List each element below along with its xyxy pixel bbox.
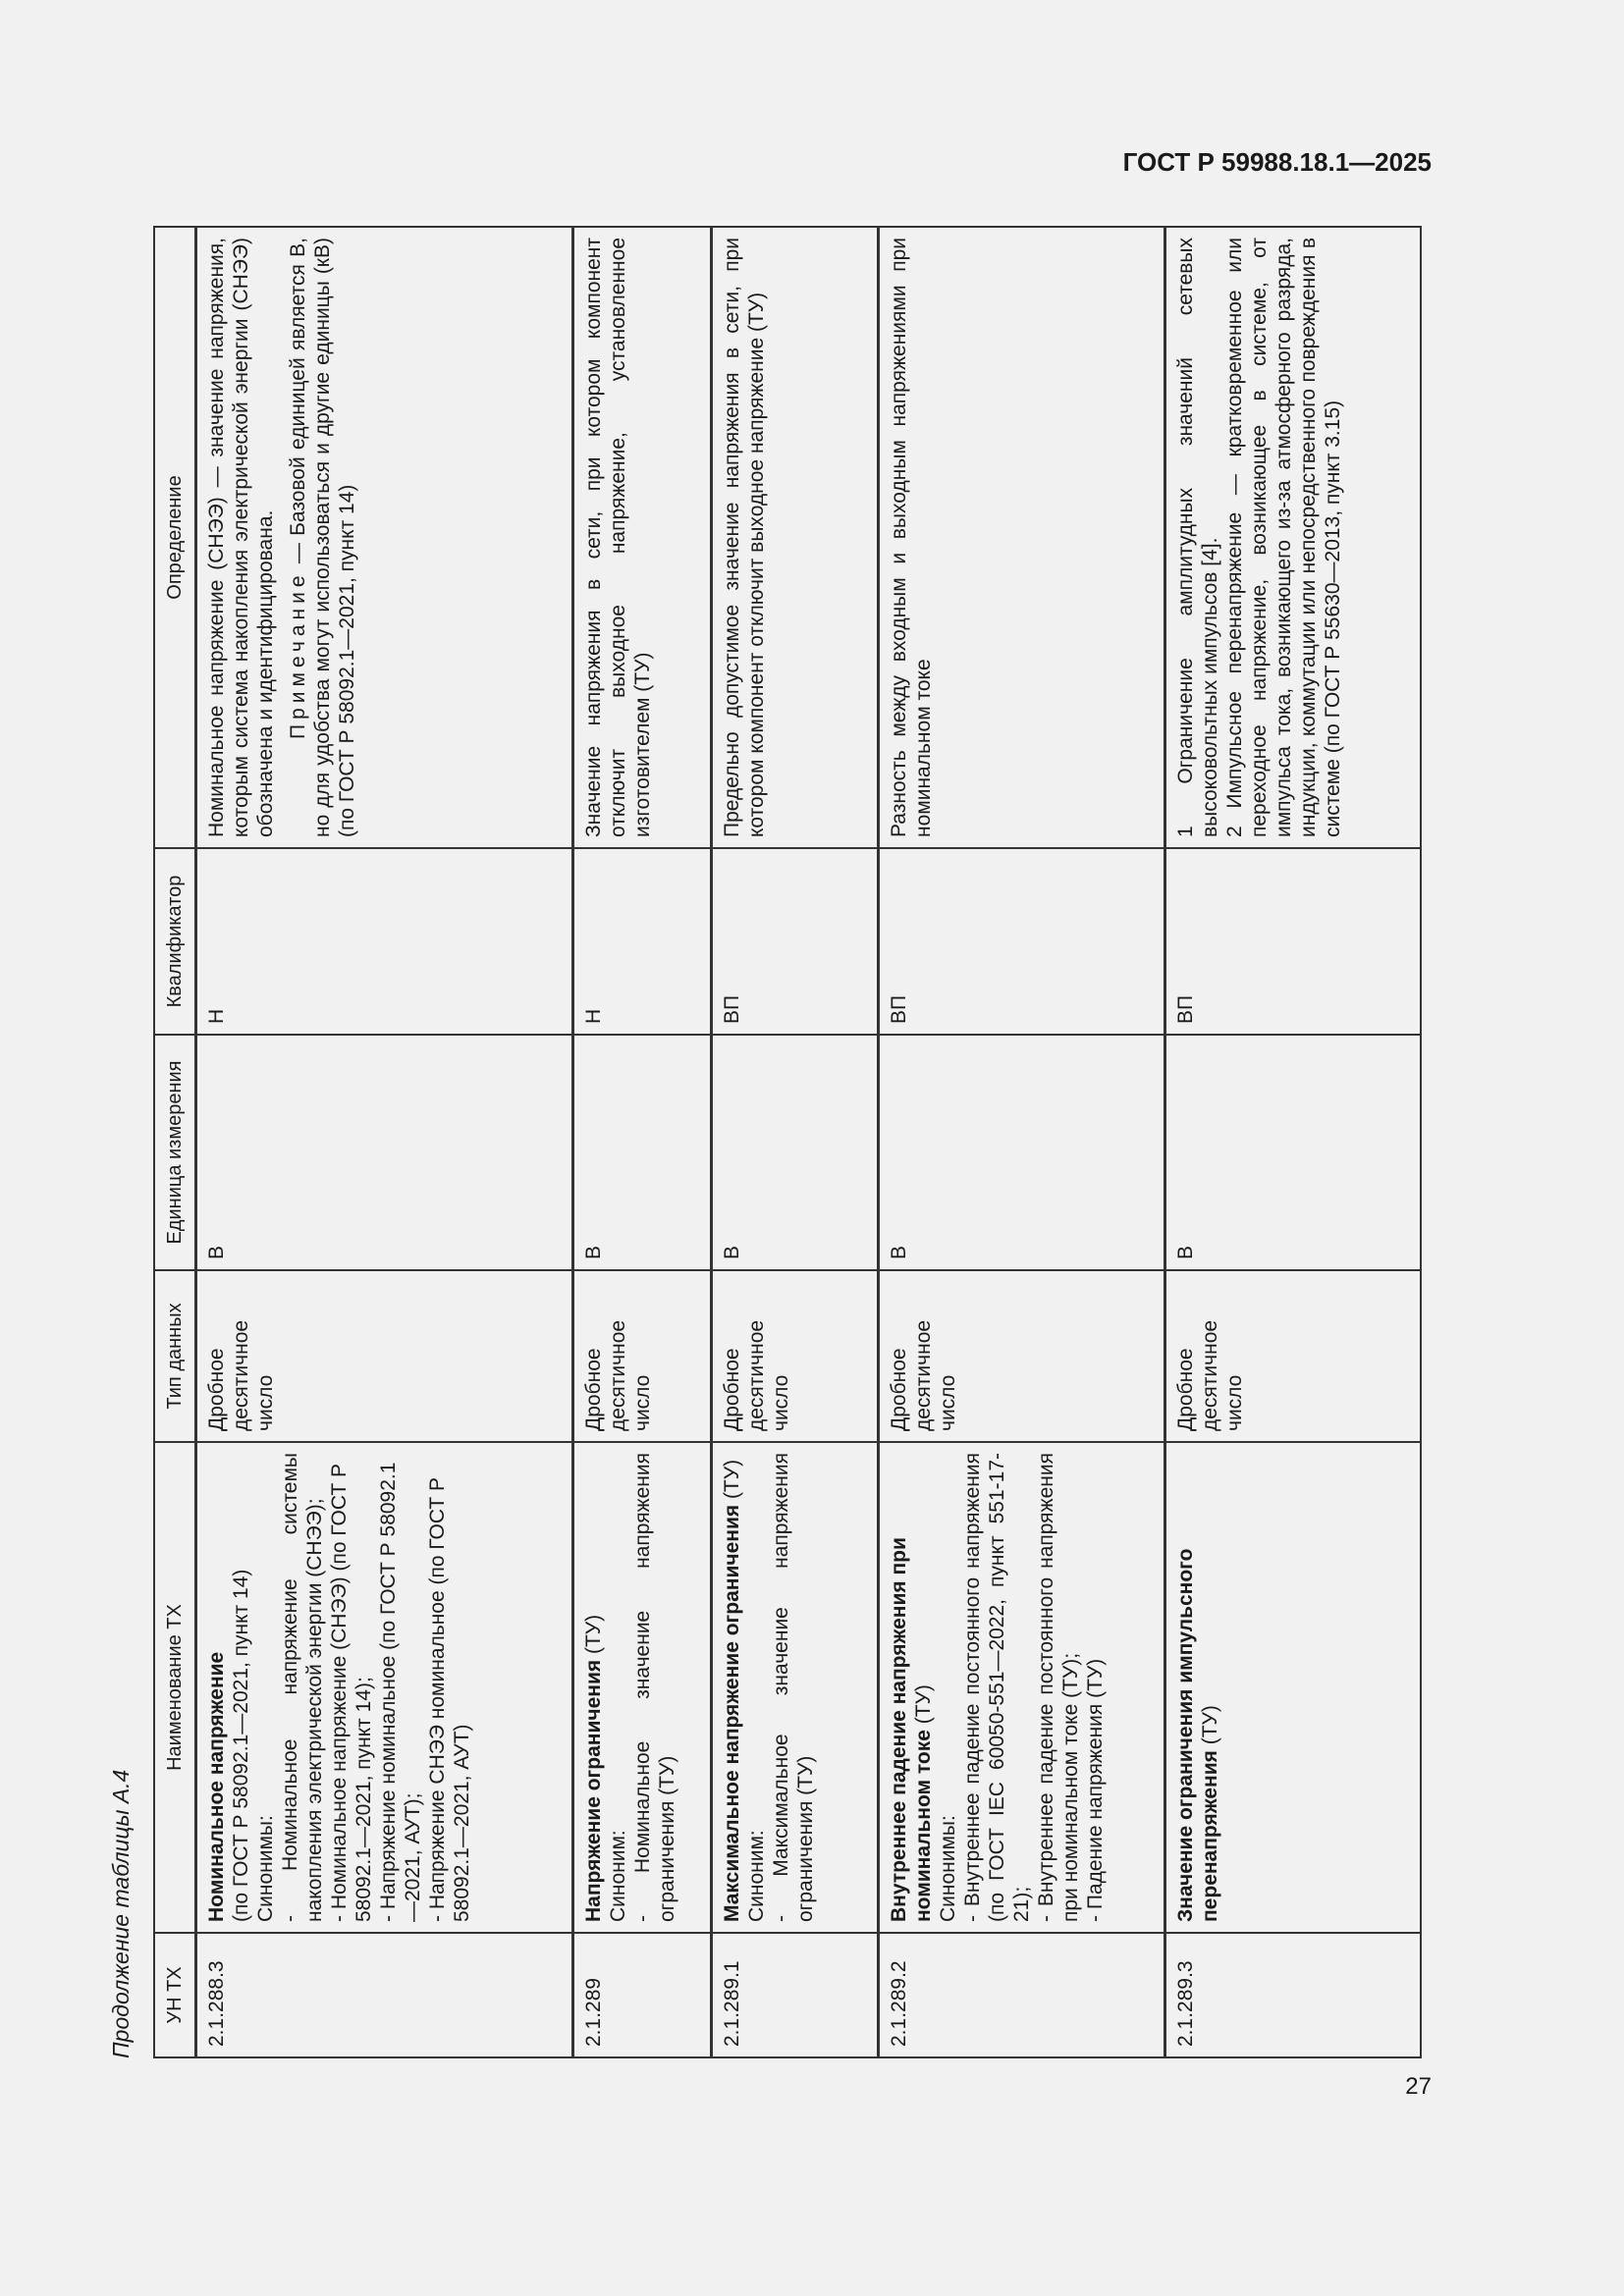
- cell-unit: В: [573, 1035, 712, 1270]
- column-header: Определение: [154, 227, 196, 848]
- term-name: Номинальное напряжение: [205, 1651, 228, 1922]
- name-line: - Номинальное напряжение (СНЭЭ) (по ГОСТ Р 58092.1—2021, пункт 14);: [328, 1463, 375, 1922]
- cell-name: [1165, 1442, 1421, 1933]
- cell-unit: В: [1165, 1035, 1421, 1270]
- name-line: - Напряжение номинальное (по ГОСТ Р 58092.1—2021, АУТ);: [377, 1462, 424, 1922]
- definition-text: Номинальное напряжение (СНЭЭ) — значение напряжения, которым система накопления электрической энергии (СНЭЭ) обозначена и идентифицирована.: [205, 238, 277, 837]
- name-line: - Внутреннее падение постоянного напряжения при номинальном токе (ТУ);: [1035, 1453, 1082, 1922]
- cell-definition: Значение напряжения в сети, при котором компонент отключит выходное напряжение, установленное изготовителем (ТУ): [573, 227, 712, 848]
- column-header: Тип данных: [154, 1270, 196, 1442]
- name-line: Синонимы:: [254, 1815, 277, 1922]
- cell-type: Дробное десятичное число: [1165, 1270, 1421, 1442]
- note-text: — Базовой единицей является В, но для удобства могут использоваться и другие единицы (кВ) (по ГОСТ Р 58092.1—2021, пункт 14): [287, 238, 358, 837]
- continued-table: [153, 226, 1422, 2058]
- definition-line: 1 Ограничение амплитудных значений сетевых высоковольтных импульсов [4].: [1174, 238, 1221, 837]
- table-row: [573, 227, 712, 2057]
- note-label: Примечание: [287, 570, 309, 739]
- column-header: Квалификатор: [154, 848, 196, 1035]
- term-suffix: (ТУ): [1199, 1705, 1221, 1751]
- column-header: УН ТХ: [154, 1933, 196, 2057]
- table-row: [712, 227, 879, 2057]
- cell-name: [879, 1442, 1165, 1933]
- cell-definition: [1165, 227, 1421, 848]
- term-name: Внутреннее падение напряжения при номинальном токе: [888, 1537, 935, 1922]
- cell-name: [712, 1442, 879, 1933]
- cell-definition: Разность между входным и выходным напряжениями при номинальном токе: [879, 227, 1165, 848]
- document-code: ГОСТ Р 59988.18.1—2025: [1122, 147, 1432, 177]
- cell-id: 2.1.289.2: [879, 1933, 1165, 2057]
- name-line: - Напряжение СНЭЭ номинальное (по ГОСТ Р 58092.1—2021, АУТ): [426, 1476, 473, 1922]
- cell-unit: В: [712, 1035, 879, 1270]
- cell-qualifier: ВП: [712, 848, 879, 1035]
- cell-id: 2.1.289: [573, 1933, 712, 2057]
- table-header-row: [154, 227, 196, 2057]
- term-suffix: (ТУ): [912, 1684, 935, 1731]
- cell-type: Дробное десятичное число: [196, 1270, 573, 1442]
- cell-name: [573, 1442, 712, 1933]
- page-number: 27: [1405, 2073, 1432, 2100]
- cell-type: Дробное десятичное число: [573, 1270, 712, 1442]
- name-line: Синоним:: [745, 1830, 768, 1922]
- term-name: Значение ограничения импульсного перенапряжения: [1174, 1548, 1221, 1922]
- name-line: Синоним:: [607, 1830, 629, 1922]
- cell-type: Дробное десятичное число: [712, 1270, 879, 1442]
- cell-id: 2.1.289.1: [712, 1933, 879, 2057]
- cell-type: Дробное десятичное число: [879, 1270, 1165, 1442]
- name-line: - Падение напряжения (ТУ): [1084, 1658, 1107, 1922]
- definition-line: 2 Импульсное перенапряжение — кратковременное или переходное напряжение, возникающее в системе, от импульса тока, возникающего из-за атмосферного разряда, индукции, коммутации или непосредственного повреждения в системе (по ГОСТ Р 55630—2013, пункт 3.15): [1223, 238, 1344, 837]
- cell-qualifier: ВП: [879, 848, 1165, 1035]
- cell-unit: В: [196, 1035, 573, 1270]
- cell-unit: В: [879, 1035, 1165, 1270]
- table-row: [196, 227, 573, 2057]
- column-header: Единица измерения: [154, 1035, 196, 1270]
- term-name: Напряжение ограничения: [582, 1659, 605, 1922]
- table-row: [1165, 227, 1421, 2057]
- cell-id: 2.1.288.3: [196, 1933, 573, 2057]
- cell-qualifier: Н: [573, 848, 712, 1035]
- name-line: - Номинальное напряжение системы накопления электрической энергии (СНЭЭ);: [279, 1453, 326, 1922]
- term-suffix: (ТУ): [582, 1614, 605, 1660]
- column-header: Наименование ТХ: [154, 1442, 196, 1933]
- rotated-table-area: [108, 223, 1424, 2058]
- name-line: - Номинальное значение напряжения ограничения (ТУ): [631, 1453, 678, 1922]
- name-line: - Максимальное значение напряжения ограничения (ТУ): [770, 1453, 817, 1922]
- cell-qualifier: Н: [196, 848, 573, 1035]
- cell-name: [196, 1442, 573, 1933]
- cell-definition: Предельно допустимое значение напряжения в сети, при котором компонент отключит выходное напряжение (ТУ): [712, 227, 879, 848]
- name-line: Синонимы:: [937, 1815, 959, 1922]
- cell-qualifier: ВП: [1165, 848, 1421, 1035]
- cell-definition: [196, 227, 573, 848]
- name-line: (по ГОСТ Р 58092.1—2021, пункт 14): [230, 1569, 252, 1922]
- term-suffix: (ТУ): [721, 1459, 743, 1505]
- term-name: Максимальное напряжение ограничения: [721, 1504, 743, 1922]
- name-line: - Внутреннее падение постоянного напряжения (по ГОСТ IEC 60050-551—2022, пункт 551-17-21);: [961, 1453, 1033, 1922]
- table-caption: Продолжение таблицы А.4: [108, 1769, 134, 2058]
- table-row: [879, 227, 1165, 2057]
- cell-id: 2.1.289.3: [1165, 1933, 1421, 2057]
